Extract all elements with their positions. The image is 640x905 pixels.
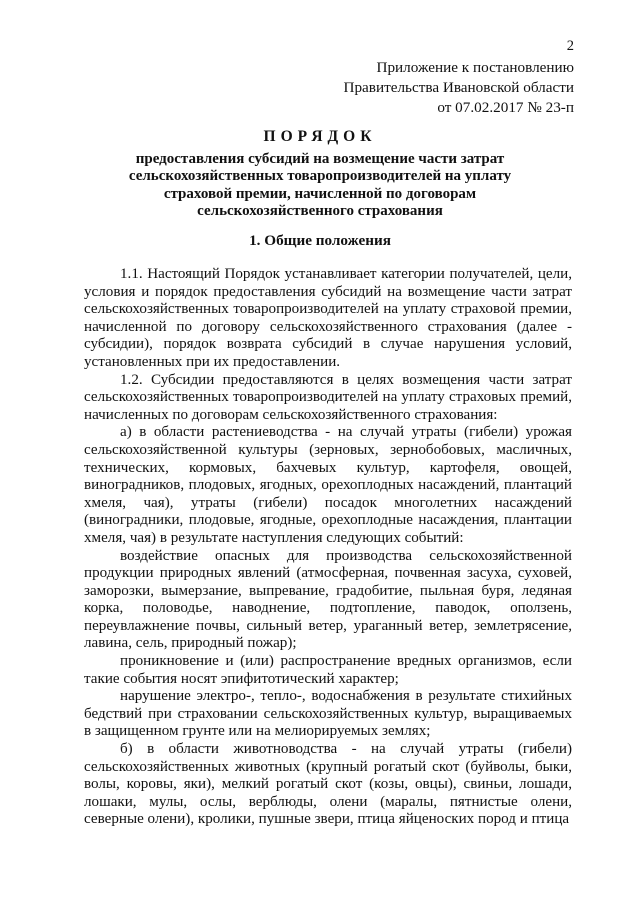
paragraph-a-crop-production: а) в области растениеводства - на случай утраты (гибели) урожая сельскохозяйственной культуры (зерновых, зернобобовых, масличных, технических, кормовых, бахчевых культур, картофеля, овощей, виноградников, плодовых, ягодных, орехоплодных насаждений, плантаций хмеля, чая), утраты (гибели) посадок многолетних насаждений (виноградники, плодовые, ягодные, орехоплодные насаждения, плантации хмеля, чая) в результате наступления следующих событий: (84, 424, 572, 546)
document-title: ПОРЯДОК (263, 128, 377, 145)
paragraph-1-2: 1.2. Субсидии предоставляются в целях возмещения части затрат сельскохозяйственных товаропроизводителей на уплату страховых премий, начисленных по договорам сельскохозяйственного страхования: (84, 371, 572, 423)
paragraph-utility-disruption: нарушение электро-, тепло-, водоснабжения в результате стихийных бедствий при страховании сельскохозяйственных культур, выращиваемых в защищенном грунте или на мелиорируемых землях; (84, 688, 572, 740)
appendix-line-2: Правительства Ивановской области (343, 79, 574, 96)
document-subtitle: предоставления субсидий на возмещение части затрат сельскохозяйственных товаропроизводителей на уплату страховой премии, начисленной по договорам сельскохозяйственного страхования (128, 150, 512, 219)
document-title-block (100, 128, 540, 221)
paragraph-pests: проникновение и (или) распространение вредных организмов, если такие события носят эпифитотический характер; (84, 653, 572, 687)
section-heading: 1. Общие положения (249, 232, 391, 249)
paragraph-b-livestock: б) в области животноводства - на случай утраты (гибели) сельскохозяйственных животных (крупный рогатый скот (буйволы, быки, волы, коровы, яки), мелкий рогатый скот (козы, овцы), свиньи, лошади, лошаки, мулы, ослы, верблюды, олени (маралы, пятнистые олени, северные олени), кролики, пушные звери, птица яйценоских пород и птица (84, 741, 572, 828)
appendix-note (344, 58, 575, 118)
document-body (84, 266, 572, 829)
page-number: 2 (566, 38, 574, 54)
paragraph-1-1: 1.1. Настоящий Порядок устанавливает категории получателей, цели, условия и порядок предоставления субсидий на возмещение части затрат сельскохозяйственных товаропроизводителей на уплату страховой премии, начисленной по договору сельскохозяйственного страхования (далее - субсидии), порядок возврата субсидий в случае нарушения условий, установленных при их предоставлении. (84, 266, 572, 370)
paragraph-natural-hazards: воздействие опасных для производства сельскохозяйственной продукции природных явлений (атмосферная, почвенная засуха, суховей, заморозки, вымерзание, выпревание, градобитие, пыльная буря, ледяная корка, половодье, наводнение, подтопление, паводок, оползень, переувлажнение почвы, сильный ветер, ураганный ветер, землетрясение, лавина, сель, природный пожар); (84, 547, 572, 652)
appendix-line-3: от 07.02.2017 № 23-п (437, 99, 574, 116)
appendix-line-1: Приложение к постановлению (376, 59, 574, 76)
